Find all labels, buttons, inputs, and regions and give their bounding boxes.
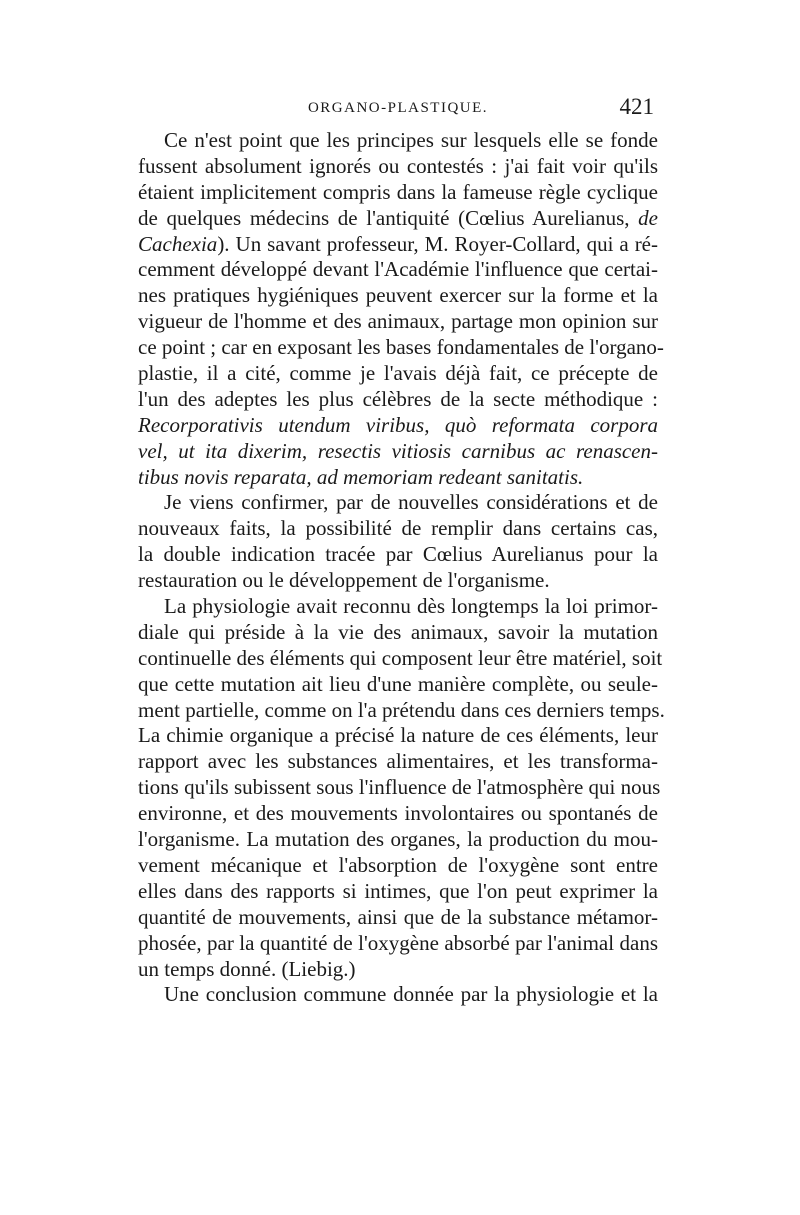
text-segment: ce point ; car en exposant les bases fondamentales de l'organo- [138,335,664,360]
text-segment: continuelle des éléments qui composent leur être matériel, soit [138,645,663,670]
text-segment: fussent absolument ignorés ou contestés : j'ai fait voir qu'ils [138,153,658,178]
text-line [138,697,665,724]
text-segment: cemment développé devant l'Académie l'influence que certai- [138,257,658,282]
text-line [138,568,658,594]
text-segment: tions qu'ils subissent sous l'influence de l'atmosphère qui nous [138,775,661,800]
paragraph [138,490,658,594]
text-segment: Je viens confirmer, par de nouvelles considérations et de [164,490,658,515]
text-line [138,801,658,827]
text-segment: La physiologie avait reconnu dès longtemps la loi primor- [164,594,658,619]
running-head: ORGANO-PLASTIQUE. [307,100,489,116]
text-line [138,361,658,387]
text-line [138,206,658,232]
text-line [138,439,658,465]
text-segment: nes pratiques hygiéniques peuvent exercer sur la forme et la [138,283,658,308]
page-body [138,128,665,1008]
paragraph [138,594,665,982]
italic-text: de [638,205,658,230]
text-line [138,542,658,568]
italic-text: Recorporativis utendum viribus, quò reformata corpora [138,412,658,437]
text-segment: nouveaux faits, la possibilité de remplir dans certains cas, [138,516,658,541]
text-line [138,387,658,413]
italic-text: Cachexia [138,231,218,256]
text-segment: l'un des adeptes les plus célèbres de la secte méthodique : [138,386,658,411]
text-line [138,232,658,258]
text-line [138,723,658,749]
page-number: 421 [619,94,654,119]
text-line [138,257,658,283]
text-line [138,594,658,620]
text-line [138,905,658,931]
text-segment: quantité de mouvements, ainsi que de la substance métamor- [138,904,658,929]
text-line [138,465,658,491]
text-line [138,931,658,957]
text-line [138,620,658,646]
text-segment: l'organisme. La mutation des organes, la production du mou- [138,827,658,852]
text-segment: ment partielle, comme on l'a prétendu dans ces derniers temps. [138,697,665,722]
text-segment: la double indication tracée par Cœlius Aurelianus pour la [138,542,658,567]
text-line [138,154,658,180]
text-line [138,982,658,1008]
text-line [138,335,664,361]
text-line [138,128,658,154]
paragraph [138,982,658,1008]
italic-text: tibus novis reparata, ad memoriam redeant sanitatis. [138,464,584,489]
text-line [138,490,658,516]
text-line [138,180,658,206]
text-segment: environne, et des mouvements involontaires ou spontanés de [138,801,658,826]
text-segment: elles dans des rapports si intimes, que l'on peut exprimer la [138,878,658,903]
text-line [138,879,658,905]
text-segment: vigueur de l'homme et des animaux, partage mon opinion sur [138,309,658,334]
text-line [138,827,658,853]
text-segment: plastie, il a cité, comme je l'avais déjà fait, ce précepte de [138,361,658,386]
text-segment: vement mécanique et l'absorption de l'oxygène sont entre [138,852,658,877]
italic-text: vel, ut ita dixerim, resectis vitiosis carnibus ac renascen- [138,438,658,463]
text-segment: Ce n'est point que les principes sur lesquels elle se fonde [164,128,658,152]
text-segment: restauration ou le développement de l'organisme. [138,568,550,593]
text-line [138,413,658,439]
text-segment: étaient implicitement compris dans la fameuse règle cyclique [138,179,658,204]
page-header [138,96,658,126]
text-line [138,775,661,801]
text-segment: phosée, par la quantité de l'oxygène absorbé par l'animal dans [138,930,658,955]
text-segment: Une conclusion commune donnée par la physiologie et la [164,982,658,1007]
text-segment: un temps donné. (Liebig.) [138,956,356,981]
text-line [138,283,658,309]
text-line [138,957,658,983]
text-segment: diale qui préside à la vie des animaux, savoir la mutation [138,619,658,644]
text-segment: ). Un savant professeur, M. Royer-Collard, qui a ré- [217,231,658,256]
text-line [138,853,658,879]
text-line [138,309,658,335]
text-line [138,749,658,775]
text-line [138,516,658,542]
text-line [138,672,658,698]
text-line [138,645,663,672]
text-segment: rapport avec les substances alimentaires, et les transforma- [138,749,658,774]
text-segment: de quelques médecins de l'antiquité (Cœlius Aurelianus, [138,205,639,230]
paragraph [138,128,664,490]
text-segment: La chimie organique a précisé la nature de ces éléments, leur [138,723,658,748]
text-segment: que cette mutation ait lieu d'une manière complète, ou seule- [138,671,658,696]
